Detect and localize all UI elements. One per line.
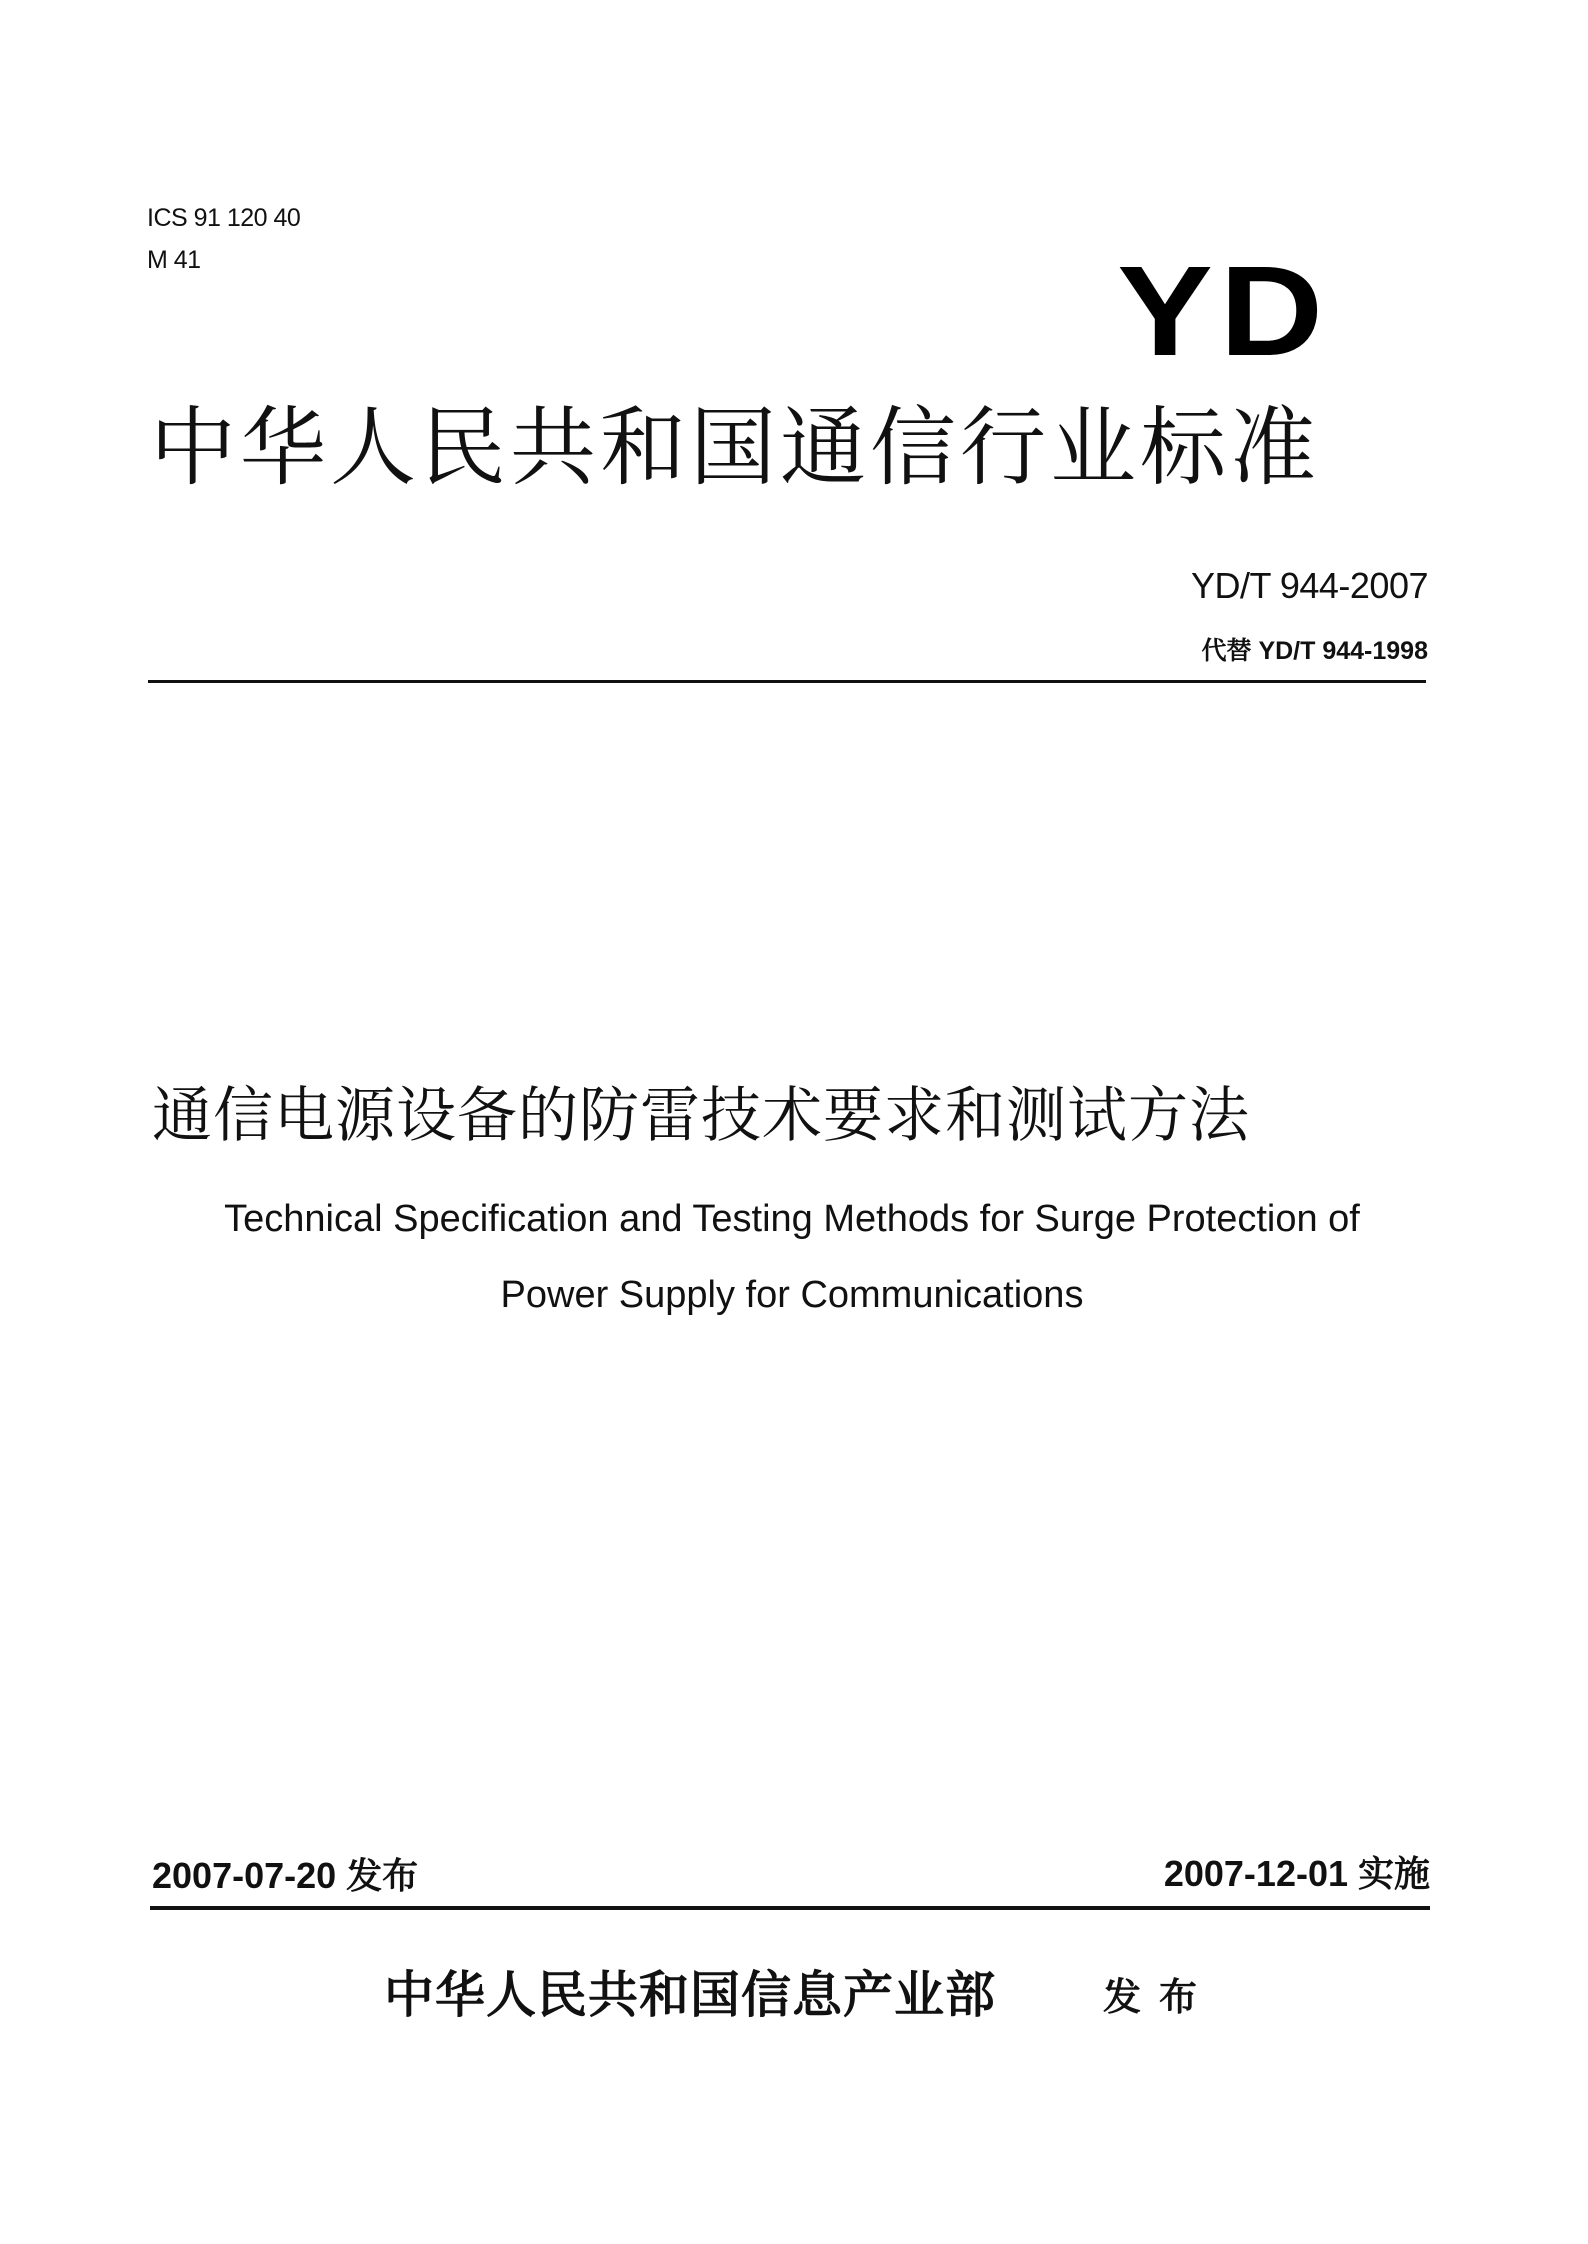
footer-divider (150, 1906, 1430, 1910)
header-divider (148, 680, 1426, 683)
implementation-date: 2007-12-01 实施 (1163, 1853, 1430, 1894)
standard-type-title: 中华人民共和国通信行业标准 (150, 398, 1320, 498)
issue-date: 2007-07-20 发布 (152, 1855, 419, 1896)
document-title-chinese: 通信电源设备的防雷技术要求和测试方法 (152, 1081, 1250, 1151)
replaced-standard: 代替 YD/T 944-1998 (1201, 637, 1428, 665)
document-title-english-line2: Power Supply for Communications (500, 1274, 1084, 1316)
ics-code: ICS 91 120 40 (147, 204, 301, 232)
yd-logo: YD (1117, 240, 1330, 383)
publisher-name: 中华人民共和国信息产业部 (384, 1965, 996, 2024)
ccs-code: M 41 (147, 246, 201, 274)
document-title-english-line1: Technical Specification and Testing Methods for Surge Protection of (224, 1198, 1360, 1240)
publish-label: 发布 (1103, 1974, 1216, 2019)
standard-number: YD/T 944-2007 (1191, 565, 1428, 606)
